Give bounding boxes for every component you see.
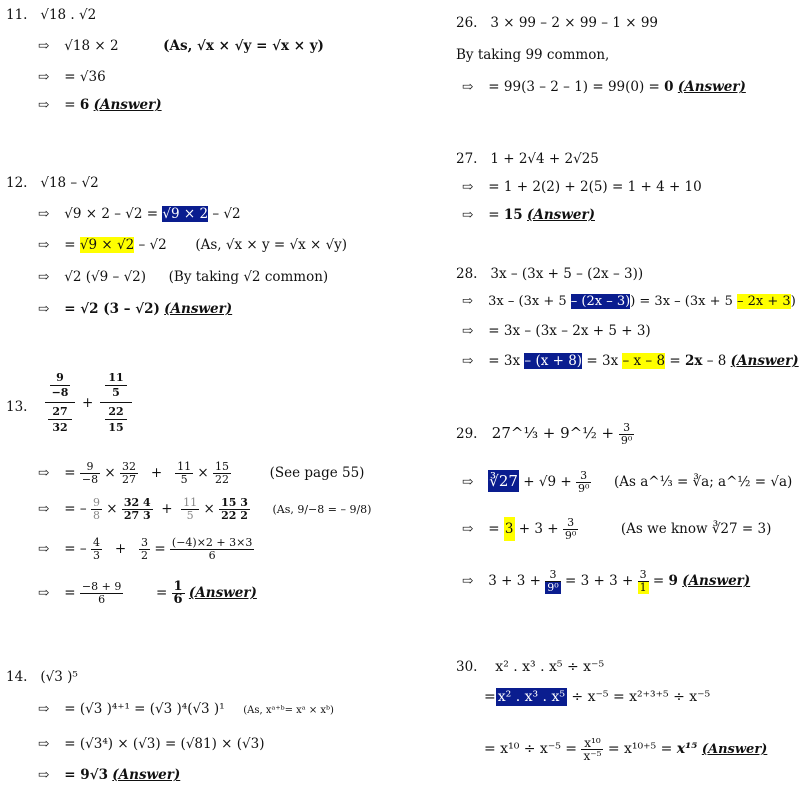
q30-step-2-mid: = x¹⁰⁺⁵ = [607, 741, 673, 757]
equals-sign: = [669, 353, 681, 369]
q30-expression: x² . x³ . x⁵ ÷ x⁻⁵ [495, 659, 605, 675]
q29-step-1 [462, 466, 792, 497]
frac-den: −8 [81, 473, 99, 486]
q11-step-2-expr: = √36 [64, 69, 106, 85]
q14-result: = 9√3 [64, 767, 108, 783]
q12-result: = √2 (3 – √2) [64, 301, 160, 317]
frac-num: −8 + 9 [81, 580, 122, 593]
q28-step-2 [462, 322, 651, 340]
q13-step-2-eq: = – [64, 501, 87, 517]
times-sign: × [197, 465, 209, 481]
q27-step-2 [462, 206, 595, 224]
q27-step-1 [462, 178, 702, 196]
q11-step-3-eq: = [64, 97, 76, 113]
q13-step-4-eq: = [64, 585, 76, 601]
frac-num: 3 [141, 536, 149, 549]
frac-den: 1 [639, 581, 647, 594]
q13-step-3 [38, 534, 254, 564]
arrow-icon: ⇨ [38, 269, 50, 285]
frac-den: 5 [186, 509, 194, 522]
q13-step-1-note: (See page 55) [269, 465, 365, 481]
q12-step-1-expr: √9 × 2 – √2 = [64, 206, 159, 222]
q13-step-2 [38, 494, 371, 525]
q12-step-2-highlight: √9 × √2 [79, 237, 135, 253]
arrow-icon: ⇨ [462, 294, 473, 309]
plus-sign: + [150, 465, 163, 481]
q29-number: 29. [456, 426, 478, 442]
q28-step-1-highlight: – (2x – 3) [570, 294, 631, 309]
q14-step-1-expr: = (√3 )⁴⁺¹ = (√3 )⁴(√3 )¹ [64, 701, 225, 717]
frac-num: 15 [215, 460, 229, 473]
times-sign: × [106, 501, 118, 517]
arrow-icon: ⇨ [38, 501, 50, 517]
frac-num: 3 [639, 568, 647, 581]
q27-step-2-eq: = [488, 207, 500, 223]
q13-step-2-note: (As, 9/−8 = – 9/8) [272, 503, 372, 516]
frac-num: 9 [80, 461, 100, 474]
q11-step-2 [38, 68, 106, 86]
q12-step-3-expr: √2 (√9 – √2) [64, 269, 147, 285]
times-sign: × [104, 465, 116, 481]
q13-step-3-eq: = – [64, 541, 87, 557]
q13-frac-top-num: 9 [56, 371, 64, 384]
q29-step-1-highlight: ∛27 [489, 472, 518, 490]
q28-step-3-highlight: – (x + 8) [524, 353, 583, 369]
frac-den: 6 [208, 549, 216, 562]
q12-step-2-eq: = [64, 237, 76, 253]
q14-step-2-expr: = (√3⁴) × (√3) = (√81) × (√3) [64, 736, 265, 752]
q11-step-3 [38, 96, 162, 114]
arrow-icon: ⇨ [462, 353, 474, 369]
q29-step-3-expr: 3 + 3 + [488, 573, 541, 589]
equals-sign: = [652, 573, 665, 589]
frac-den: 27 [122, 473, 137, 486]
arrow-icon: ⇨ [38, 69, 50, 85]
frac-den: 22 [215, 473, 229, 486]
q28-step-1 [462, 293, 796, 311]
q12-number: 12. [6, 175, 28, 191]
frac-num: 3 [619, 422, 634, 435]
q29-result: 9 [668, 573, 678, 589]
frac-num: x¹⁰ [581, 737, 603, 750]
q26-number: 26. [456, 15, 478, 31]
q29-step-1-expr: + √9 + [523, 474, 572, 490]
frac-den: 5 [180, 473, 188, 486]
q12-header [6, 174, 99, 192]
q28-step-3-expr: = 3x [488, 353, 521, 369]
arrow-icon: ⇨ [462, 79, 474, 95]
frac-den: 9⁰ [620, 433, 633, 447]
q11-number: 11. [6, 7, 28, 23]
q14-answer-label: (Answer) [112, 767, 181, 783]
q12-step-4 [38, 300, 232, 318]
q29-step-2-eq: = [488, 521, 500, 537]
q28-number: 28. [456, 266, 478, 282]
equals-sign: = [155, 585, 168, 601]
plus-sign: + [114, 541, 127, 557]
q13-frac2-top-num: 11 [108, 371, 124, 384]
q29-step-2-expr: + 3 + [518, 521, 559, 537]
q28-result-tail: – 8 [706, 353, 727, 369]
frac-den: 9⁰ [547, 581, 559, 594]
q12-step-2 [38, 236, 347, 254]
q29-step-3-mid: = 3 + 3 + [565, 573, 634, 589]
frac-num: 11 [177, 460, 192, 473]
frac-num: 9 [92, 496, 100, 509]
plus-sign: + [161, 501, 173, 517]
frac-num: 3 [545, 569, 560, 582]
q30-step-1-eq: = [484, 689, 496, 705]
arrow-icon: ⇨ [38, 736, 50, 752]
q12-step-2-note: (As, √x × y = √x × √y) [195, 237, 348, 253]
q28-step-3-mid: = 3x [586, 353, 619, 369]
arrow-icon: ⇨ [38, 541, 50, 557]
q11-header [6, 6, 96, 24]
q28-step-1-highlight-2: – 2x + 3 [737, 294, 791, 309]
q13-frac2-bot-den: 15 [108, 421, 124, 434]
q28-answer-label: (Answer) [730, 353, 799, 369]
q14-expression: (√3 )⁵ [40, 669, 78, 685]
arrow-icon: ⇨ [38, 301, 50, 317]
q26-result: 0 [664, 79, 674, 95]
q26-step-2-expr: = 99(3 – 2 – 1) = 99(0) = [488, 79, 660, 95]
q28-result: 2x [684, 353, 703, 369]
q14-step-3 [38, 766, 180, 784]
arrow-icon: ⇨ [462, 207, 474, 223]
q29-step-2-note: (As we know ∛27 = 3) [620, 521, 772, 537]
q26-step-1: By taking 99 common, [456, 47, 610, 63]
q30-step-2-expr: = x¹⁰ ÷ x⁻⁵ = [484, 741, 578, 757]
frac-den: x⁻⁵ [583, 748, 602, 763]
q27-step-1-expr: = 1 + 2(2) + 2(5) = 1 + 4 + 10 [488, 179, 702, 195]
arrow-icon: ⇨ [462, 179, 474, 195]
q11-expression: √18 . √2 [40, 7, 97, 23]
q11-answer-label: (Answer) [93, 97, 162, 113]
arrow-icon: ⇨ [38, 585, 50, 601]
frac-num: 4 [92, 536, 100, 549]
q14-header [6, 668, 78, 686]
q11-step-1-expr: √18 × 2 [64, 38, 119, 54]
frac-num: 15 3 [221, 496, 248, 509]
q13-frac-bot-den: 32 [52, 421, 68, 434]
arrow-icon: ⇨ [462, 474, 474, 490]
q28-step-1-mid: ) = 3x – (3x + 5 [630, 294, 733, 309]
frac-num: 32 4 [123, 496, 151, 509]
q30-step-1 [484, 688, 710, 706]
frac-num: 3 [563, 517, 578, 530]
frac-den: 9⁰ [564, 529, 577, 542]
q28-header [456, 265, 643, 283]
q29-step-2 [462, 514, 771, 544]
q14-step-1-note: (As, xᵃ⁺ᵇ= xᵃ × xᵇ) [243, 705, 334, 716]
frac-den: 6 [98, 593, 106, 606]
q13-plus: + [82, 395, 94, 411]
frac-num: 3 [576, 470, 591, 483]
q12-step-1-tail: – √2 [212, 206, 241, 222]
q12-step-1 [38, 205, 241, 223]
arrow-icon: ⇨ [38, 38, 50, 54]
q27-result: 15 [503, 207, 523, 223]
frac-num: (−4)×2 + 3×3 [171, 536, 253, 549]
arrow-icon: ⇨ [38, 97, 50, 113]
q26-header [456, 14, 658, 32]
q28-step-1-tail: ) [790, 294, 796, 309]
q27-answer-label: (Answer) [527, 207, 595, 223]
q13-number: 13. [6, 399, 28, 415]
q26-expression: 3 × 99 – 2 × 99 – 1 × 99 [490, 15, 659, 31]
q28-step-3 [462, 352, 799, 370]
q13-frac2-top-den: 5 [112, 386, 120, 399]
q30-step-1-expr: ÷ x⁻⁵ = x²⁺³⁺⁵ ÷ x⁻⁵ [571, 689, 711, 705]
q26-answer-label: (Answer) [677, 79, 746, 95]
q13-frac2-bot-num: 22 [108, 405, 124, 418]
q11-step-1 [38, 37, 324, 55]
frac-den: 6 [173, 592, 183, 607]
q27-number: 27. [456, 151, 478, 167]
frac-den: 9⁰ [577, 482, 590, 495]
q30-step-1-highlight: x² . x³ . x⁵ [497, 689, 565, 705]
q14-step-1 [38, 700, 334, 720]
q29-answer-label: (Answer) [682, 573, 751, 589]
q28-step-2-expr: = 3x – (3x – 2x + 5 + 3) [488, 323, 651, 339]
frac-den: 8 [92, 509, 100, 522]
frac-den: 2 [141, 549, 149, 562]
q29-step-3 [462, 566, 750, 596]
q28-step-1-expr: 3x – (3x + 5 [488, 294, 567, 309]
q30-header [456, 658, 604, 676]
q14-step-2 [38, 735, 264, 753]
q29-step-1-note: (As a^⅓ = ∛a; a^½ = √a) [613, 474, 793, 490]
q12-step-1-highlight: √9 × 2 [162, 206, 209, 222]
frac-den: 3 [92, 549, 100, 562]
q29-expression: 27^⅓ + 9^½ + [491, 424, 615, 442]
q29-step-2-highlight: 3 [504, 517, 515, 541]
arrow-icon: ⇨ [38, 465, 50, 481]
frac-den: 22 2 [221, 509, 248, 522]
q11-step-1-note: (As, √x × √y = √x × y) [163, 38, 324, 54]
frac-num: 32 [122, 460, 137, 473]
q13-step-1-eq: = [64, 465, 76, 481]
frac-num: 11 [183, 496, 198, 509]
arrow-icon: ⇨ [462, 573, 474, 589]
arrow-icon: ⇨ [38, 767, 50, 783]
q30-step-2 [484, 734, 767, 765]
q27-header [456, 150, 599, 168]
q30-number: 30. [456, 659, 478, 675]
q14-number: 14. [6, 669, 28, 685]
q28-expression: 3x – (3x + 5 – (2x – 3)) [490, 266, 644, 282]
equals-sign: = [154, 541, 166, 557]
q30-result: x¹⁵ [676, 741, 698, 757]
q26-step-2 [462, 78, 746, 96]
arrow-icon: ⇨ [38, 701, 50, 717]
arrow-icon: ⇨ [38, 206, 50, 222]
q12-expression: √18 – √2 [40, 175, 99, 191]
q13-answer-label: (Answer) [188, 585, 257, 601]
q29-header [456, 418, 634, 449]
q12-step-3-note: (By taking √2 common) [168, 269, 329, 285]
q13-step-4 [38, 578, 257, 608]
q11-result: 6 [79, 97, 90, 113]
q28-step-3-highlight-2: – x – 8 [622, 353, 666, 369]
times-sign: × [203, 501, 215, 517]
frac-den: 27 3 [123, 509, 151, 522]
arrow-icon: ⇨ [462, 521, 474, 537]
arrow-icon: ⇨ [462, 323, 474, 339]
q12-answer-label: (Answer) [164, 301, 233, 317]
q13-frac-top-den: −8 [51, 386, 69, 399]
q13-step-1 [38, 458, 364, 488]
q12-step-2-tail: – √2 [138, 237, 167, 253]
q27-expression: 1 + 2√4 + 2√25 [490, 151, 599, 167]
q13-frac-bot-num: 27 [52, 405, 68, 418]
q30-answer-label: (Answer) [701, 742, 768, 757]
frac-num: 1 [173, 579, 183, 594]
q12-step-3 [38, 268, 328, 286]
arrow-icon: ⇨ [38, 237, 50, 253]
